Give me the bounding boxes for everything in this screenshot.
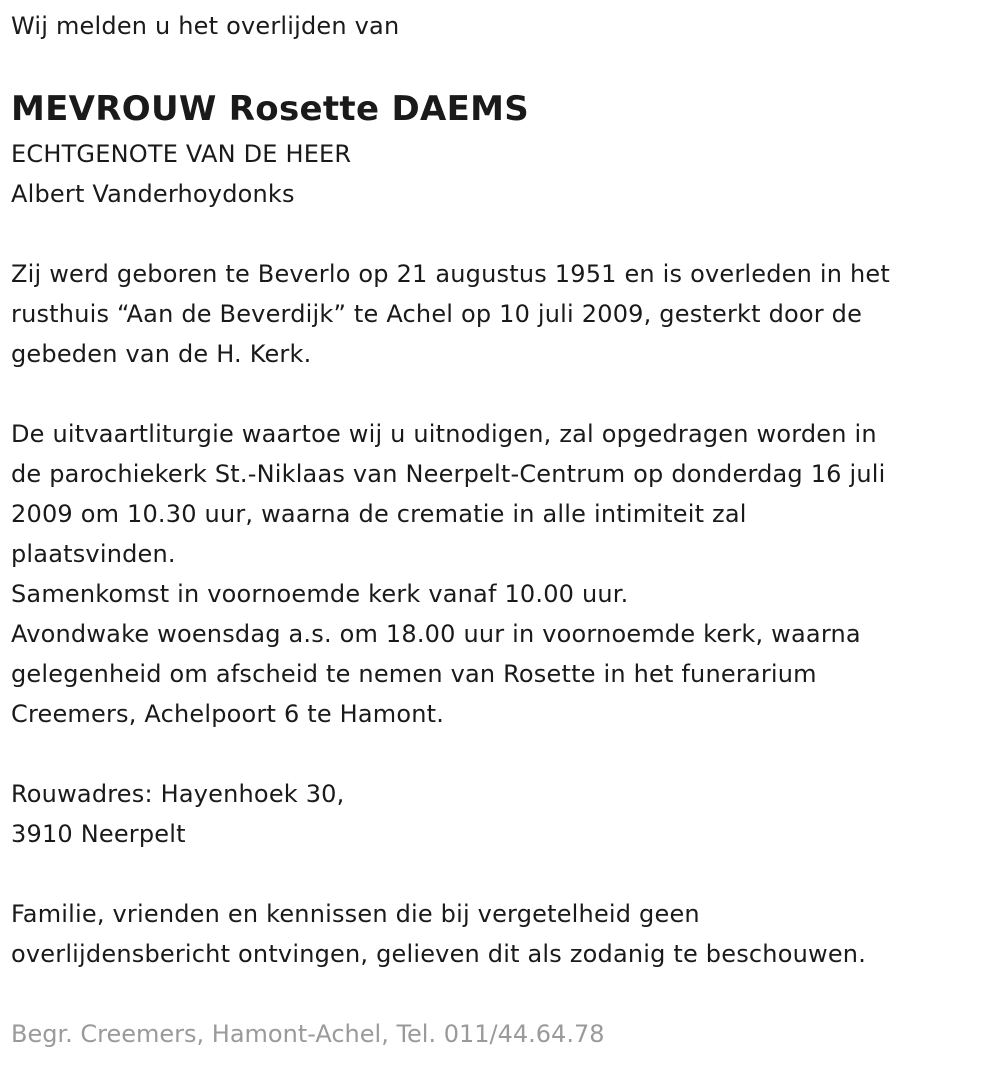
spacer [11, 374, 1000, 414]
paragraph-line: Familie, vrienden en kennissen die bij vergetelheid geen [11, 900, 700, 928]
paragraph-line: overlijdensbericht ontvingen, gelieven dit als zodanig te beschouwen. [11, 940, 867, 968]
funeral-paragraph [11, 414, 1000, 734]
intro-text: Wij melden u het overlijden van [11, 12, 400, 40]
paragraph-line: gelegenheid om afscheid te nemen van Rosette in het funerarium [11, 660, 817, 688]
mourning-address [11, 774, 1000, 854]
paragraph-line: plaatsvinden. [11, 540, 176, 568]
notice-paragraph [11, 894, 1000, 974]
address-line: 3910 Neerpelt [11, 820, 186, 848]
spacer [11, 214, 1000, 254]
spouse-name: Albert Vanderhoydonks [11, 180, 295, 208]
undertaker-footer: Begr. Creemers, Hamont-Achel, Tel. 011/44.64.78 [11, 1020, 605, 1048]
address-line: Rouwadres: Hayenhoek 30, [11, 780, 345, 808]
relation-text: ECHTGENOTE VAN DE HEER [11, 140, 352, 168]
paragraph-line: Samenkomst in voornoemde kerk vanaf 10.00 uur. [11, 580, 629, 608]
spacer [11, 854, 1000, 894]
paragraph-line: Creemers, Achelpoort 6 te Hamont. [11, 700, 445, 728]
paragraph-line: Zij werd geboren te Beverlo op 21 augustus 1951 en is overleden in het [11, 260, 890, 288]
paragraph-line: De uitvaartliturgie waartoe wij u uitnodigen, zal opgedragen worden in [11, 420, 877, 448]
paragraph-line: de parochiekerk St.-Niklaas van Neerpelt-Centrum op donderdag 16 juli [11, 460, 886, 488]
spacer [11, 974, 1000, 1014]
spacer [11, 46, 1000, 86]
paragraph-line: Avondwake woensdag a.s. om 18.00 uur in voornoemde kerk, waarna [11, 620, 861, 648]
deceased-name: MEVROUW Rosette DAEMS [11, 89, 530, 129]
spacer [11, 734, 1000, 774]
paragraph-line: gebeden van de H. Kerk. [11, 340, 312, 368]
paragraph-line: 2009 om 10.30 uur, waarna de crematie in alle intimiteit zal [11, 500, 747, 528]
birth-paragraph [11, 254, 1000, 374]
paragraph-line: rusthuis “Aan de Beverdijk” te Achel op 10 juli 2009, gesterkt door de [11, 300, 863, 328]
